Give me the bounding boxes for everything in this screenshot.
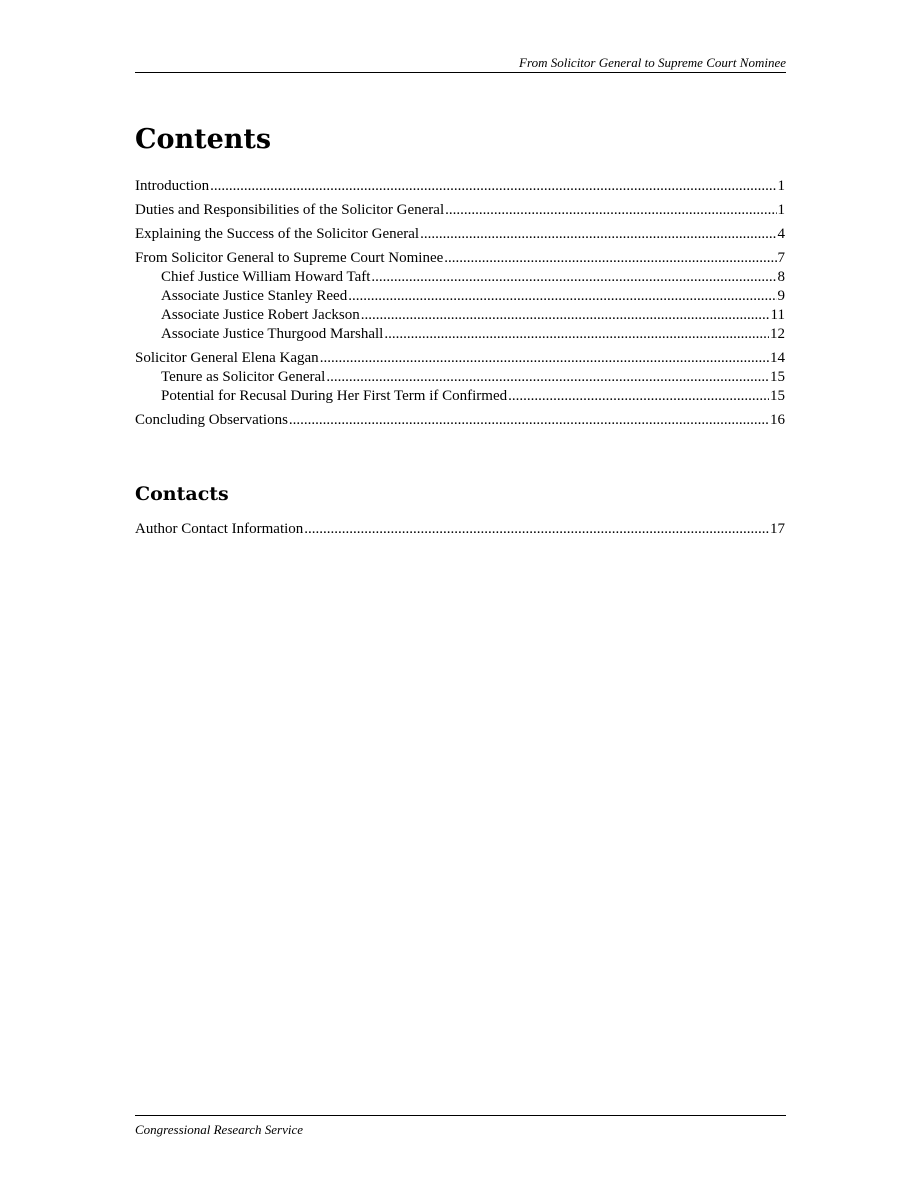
toc-entry-introduction[interactable] (135, 177, 785, 196)
toc-entry-page: 9 (777, 288, 785, 304)
toc-entry-concluding[interactable] (135, 411, 785, 430)
toc-entry-title: Potential for Recusal During Her First Term if Confirmed (161, 388, 508, 404)
toc-entry-title: Associate Justice Stanley Reed (161, 288, 348, 304)
toc-entry-reed[interactable] (135, 287, 785, 306)
toc-entry-duties[interactable] (135, 201, 785, 220)
toc-entry-jackson[interactable] (135, 306, 785, 325)
toc-entry-title: Introduction (135, 178, 210, 194)
toc-entry-title: Associate Justice Robert Jackson (161, 307, 360, 323)
toc-entry-page: 4 (777, 226, 785, 242)
dot-leader (445, 201, 776, 220)
running-header-title: From Solicitor General to Supreme Court Nominee (519, 55, 786, 70)
toc-entry-marshall[interactable] (135, 325, 785, 344)
toc-entry-title: From Solicitor General to Supreme Court Nominee (135, 250, 444, 266)
toc-entry-page: 17 (770, 521, 785, 537)
toc-entry-title: Duties and Responsibilities of the Solicitor General (135, 202, 445, 218)
toc-entry-recusal[interactable] (135, 387, 785, 406)
dot-leader (361, 306, 770, 325)
toc-entry-page: 16 (770, 412, 785, 428)
toc-entry-page: 12 (770, 326, 785, 342)
contents-list (135, 177, 785, 430)
dot-leader (320, 349, 769, 368)
dot-leader (304, 520, 769, 539)
toc-entry-page: 11 (770, 307, 785, 323)
toc-entry-title: Tenure as Solicitor General (161, 369, 326, 385)
contacts-heading: Contacts (135, 483, 229, 505)
toc-entry-page: 1 (777, 178, 785, 194)
toc-entry-tenure[interactable] (135, 368, 785, 387)
toc-entry-kagan[interactable] (135, 349, 785, 368)
dot-leader (508, 387, 769, 406)
toc-entry-page: 15 (770, 369, 785, 385)
toc-entry-title: Chief Justice William Howard Taft (161, 269, 371, 285)
toc-entry-page: 15 (770, 388, 785, 404)
toc-entry-title: Explaining the Success of the Solicitor General (135, 226, 420, 242)
contents-heading: Contents (135, 124, 272, 155)
footer-organization: Congressional Research Service (135, 1122, 303, 1137)
dot-leader (289, 411, 769, 430)
toc-entry-title: Concluding Observations (135, 412, 288, 428)
dot-leader (371, 268, 776, 287)
toc-entry-title: Associate Justice Thurgood Marshall (161, 326, 384, 342)
toc-entry-page: 7 (777, 250, 785, 266)
toc-entry-page: 8 (777, 269, 785, 285)
toc-entry-page: 14 (770, 350, 785, 366)
dot-leader (384, 325, 769, 344)
toc-entry-title: Author Contact Information (135, 521, 304, 537)
dot-leader (444, 249, 776, 268)
contacts-list (135, 520, 785, 539)
toc-entry-taft[interactable] (135, 268, 785, 287)
toc-entry-page: 1 (777, 202, 785, 218)
running-header (135, 54, 786, 73)
dot-leader (326, 368, 769, 387)
toc-entry-title: Solicitor General Elena Kagan (135, 350, 319, 366)
dot-leader (210, 177, 776, 196)
running-footer (135, 1115, 786, 1139)
toc-entry-explaining-success[interactable] (135, 225, 785, 244)
toc-entry-sg-to-nominee[interactable] (135, 249, 785, 268)
toc-entry-author-contact[interactable] (135, 520, 785, 539)
dot-leader (420, 225, 776, 244)
dot-leader (348, 287, 776, 306)
